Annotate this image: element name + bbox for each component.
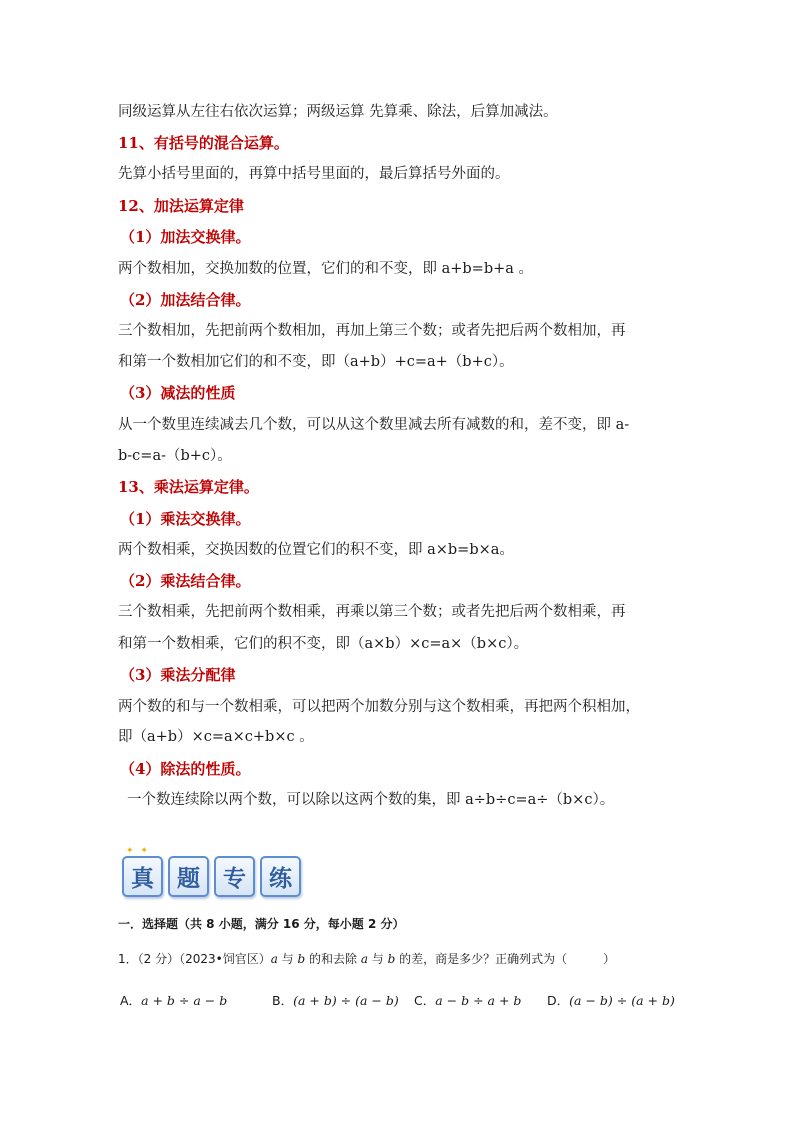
banner-char: 真: [122, 856, 163, 897]
question-text: 的差，商是多少？正确列式为（: [395, 952, 568, 966]
var-b: b: [387, 952, 396, 966]
text-line: 三个数相加，先把前两个数相加，再加上第三个数；或者先把后两个数相加，再: [118, 323, 626, 339]
option-b[interactable]: [272, 991, 399, 1009]
question-text: 的和去除: [305, 952, 361, 966]
option-label: A．: [120, 993, 142, 1008]
option-c[interactable]: [414, 991, 521, 1009]
var-a: a: [270, 952, 278, 966]
option-label: B．: [272, 993, 294, 1008]
question-text: 与: [277, 952, 298, 966]
section-title: 一．选择题（共 8 小题，满分 16 分，每小题 2 分）: [118, 917, 405, 931]
text-line: 同级运算从左往右依次运算；两级运算 先算乘、除法，后算加减法。: [118, 104, 558, 120]
var-b: b: [297, 952, 306, 966]
question-prefix: 1．（2 分）（2023•饲官区）: [118, 952, 271, 966]
option-expression: a + b ÷ a − b: [141, 993, 228, 1008]
subheading-12-1: （1）加法交换律。: [120, 228, 251, 246]
text-line: 从一个数里连续减去几个数，可以从这个数里减去所有减数的和，差不变，即 a-: [118, 417, 630, 433]
text-line: 两个数的和与一个数相乘，可以把两个加数分别与这个数相乘，再把两个积相加，: [118, 699, 640, 715]
banner-char: 专: [214, 856, 255, 897]
option-expression: (a − b) ÷ (a + b): [569, 993, 675, 1008]
text-line: 三个数相乘，先把前两个数相乘，再乘以第三个数；或者先把后两个数相乘，再: [118, 604, 626, 620]
heading-12: 12、加法运算定律: [118, 197, 244, 215]
subheading-13-3: （3）乘法分配律: [120, 666, 236, 684]
option-expression: a − b ÷ a + b: [435, 993, 522, 1008]
question-text: ）: [603, 952, 616, 966]
question-text: 与: [367, 952, 388, 966]
text-line: 即（a+b）×c=a×c+b×c 。: [118, 729, 314, 745]
text-line: 两个数相乘，交换因数的位置它们的积不变，即 a×b=b×a。: [118, 542, 514, 558]
question-stem: [118, 949, 615, 969]
option-expression: (a + b) ÷ (a − b): [293, 993, 399, 1008]
subheading-13-1: （1）乘法交换律。: [120, 510, 251, 528]
var-a: a: [360, 952, 368, 966]
heading-13: 13、乘法运算定律。: [118, 478, 259, 496]
banner-char: 题: [168, 856, 209, 897]
heading-11: 11、有括号的混合运算。: [118, 134, 289, 152]
option-d[interactable]: [547, 991, 675, 1009]
text-line: 和第一个数相加它们的和不变，即（a+b）+c=a+（b+c）。: [118, 354, 514, 370]
subheading-12-3: （3）减法的性质: [120, 384, 236, 402]
subheading-13-4: （4）除法的性质。: [120, 760, 251, 778]
text-line: 两个数相加，交换加数的位置，它们的和不变，即 a+b=b+a 。: [118, 261, 534, 277]
text-line: 和第一个数相乘，它们的积不变，即（a×b）×c=a×（b×c）。: [118, 636, 529, 652]
sparkle-icon: ✦ ✦: [126, 846, 150, 856]
practice-banner: [122, 856, 301, 897]
text-line: 一个数连续除以两个数，可以除以这两个数的集，即 a÷b÷c=a÷（b×c）。: [127, 792, 615, 808]
option-a[interactable]: [120, 991, 227, 1009]
subheading-12-2: （2）加法结合律。: [120, 291, 251, 309]
option-label: C．: [414, 993, 436, 1008]
text-line: b-c=a-（b+c）。: [118, 448, 232, 464]
option-label: D．: [547, 993, 570, 1008]
subheading-13-2: （2）乘法结合律。: [120, 572, 251, 590]
banner-char: 练: [260, 856, 301, 897]
text-line: 先算小括号里面的，再算中括号里面的，最后算括号外面的。: [118, 166, 510, 182]
